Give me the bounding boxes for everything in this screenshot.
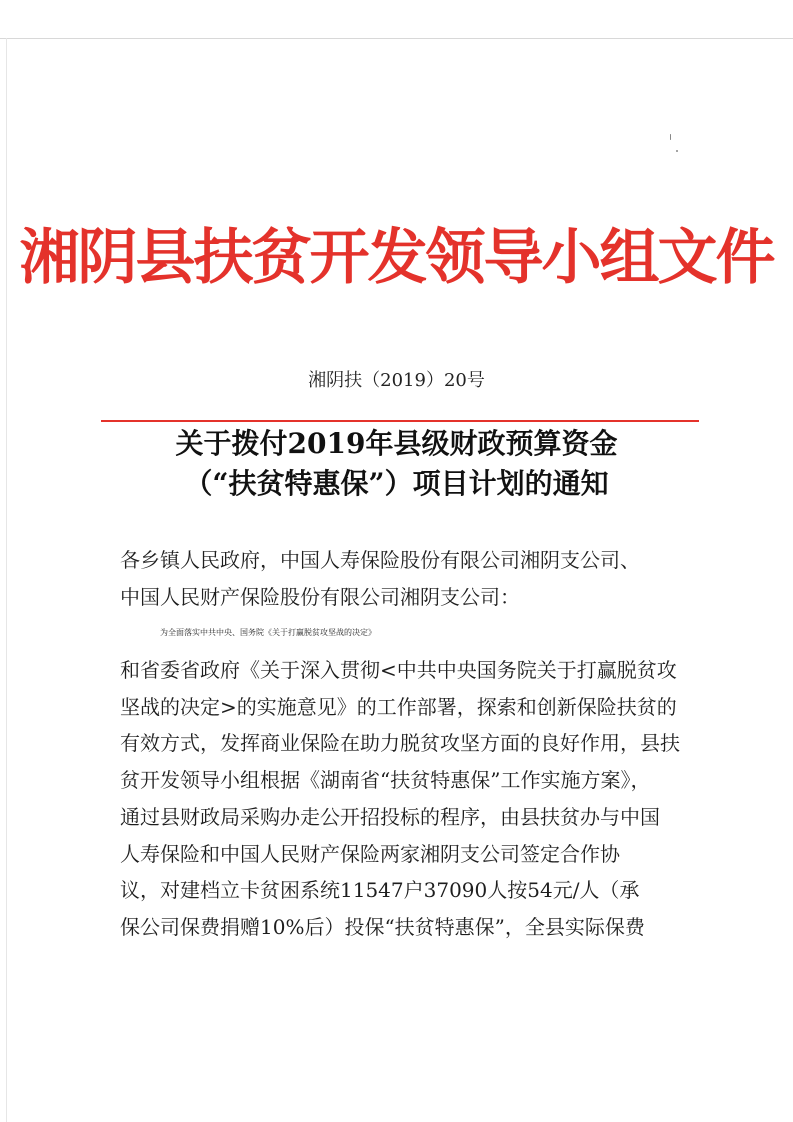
scan-speck (670, 134, 671, 140)
addressee-line: 中国人民财产保险股份有限公司湘阴支公司： (120, 584, 520, 609)
paragraph-line: 保公司保费捐赠10%后）投保“扶贫特惠保”，全县实际保费 (120, 914, 645, 939)
notice-body (120, 542, 680, 946)
paragraph-line: 贫开发领导小组根据《湖南省“扶贫特惠保”工作实施方案》， (120, 768, 651, 793)
scan-speck (676, 150, 678, 152)
notice-title (0, 424, 793, 504)
scan-left-edge (6, 38, 7, 1122)
paragraph-line: 人寿保险和中国人民财产保险两家湘阴支公司签定合作协 (120, 841, 620, 866)
paragraph-line: 有效方式，发挥商业保险在助力脱贫攻坚方面的良好作用，县扶 (120, 731, 680, 756)
scan-top-edge (0, 38, 793, 39)
addressee-line: 各乡镇人民政府，中国人寿保险股份有限公司湘阴支公司、 (120, 548, 640, 572)
issuing-authority-title: 湘阴县扶贫开发领导小组文件 (19, 223, 774, 293)
paragraph-line: 议，对建档立卡贫困系统11547户37090人按54元/人（承 (120, 878, 640, 903)
red-separator-line (101, 420, 699, 422)
paragraph-line: 通过县财政局采购办走公开招投标的程序，由县扶贫办与中国 (120, 804, 660, 829)
document-number: 湘阴扶（2019）20号 (308, 370, 485, 391)
notice-title-line-1: 关于拨付2019年县级财政预算资金 (175, 427, 618, 460)
paragraph-line: 为全面落实中共中央、国务院《关于打赢脱贫攻坚战的决定》 (160, 628, 376, 638)
paragraph-line: 坚战的决定>的实施意见》的工作部署，探索和创新保险扶贫的 (120, 694, 677, 719)
notice-title-line-2: （“扶贫特惠保”）项目计划的通知 (184, 467, 609, 500)
paragraph-line: 和省委省政府《关于深入贯彻<中共中央国务院关于打赢脱贫攻 (120, 658, 677, 683)
